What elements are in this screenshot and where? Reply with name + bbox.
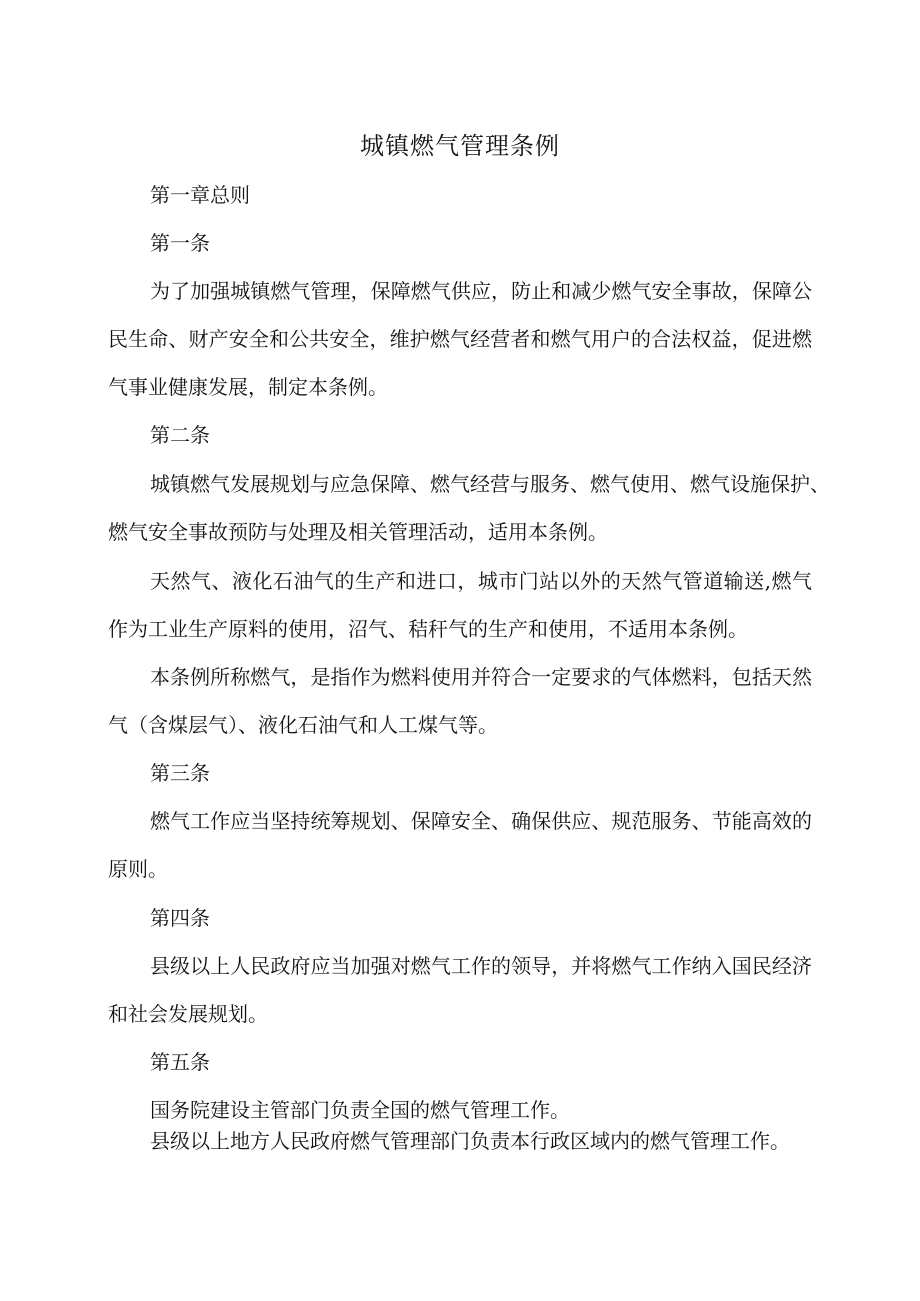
paragraph-line: 作为工业生产原料的使用，沼气、秸秆气的生产和使用，不适用本条例。 [108,617,748,641]
paragraph-line: 民生命、财产安全和公共安全，维护燃气经营者和燃气用户的合法权益，促进燃 [108,327,812,351]
article-heading-2: 第二条 [150,423,210,447]
document-title: 城镇燃气管理条例 [360,132,560,160]
paragraph-line: 县级以上人民政府应当加强对燃气工作的领导，并将燃气工作纳入国民经济 [150,954,812,978]
paragraph-line: 为了加强城镇燃气管理，保障燃气供应，防止和减少燃气安全事故，保障公 [150,279,812,303]
article-heading-3: 第三条 [150,761,210,785]
paragraph-line: 县级以上地方人民政府燃气管理部门负责本行政区域内的燃气管理工作。 [150,1129,790,1153]
paragraph-line: 天然气、液化石油气的生产和进口，城市门站以外的天然气管道输送,燃气 [150,569,812,593]
article-heading-1: 第一条 [150,231,210,255]
paragraph-line: 国务院建设主管部门负责全国的燃气管理工作。 [150,1098,570,1122]
paragraph-line: 和社会发展规划。 [108,1002,268,1026]
paragraph-line: 城镇燃气发展规划与应急保障、燃气经营与服务、燃气使用、燃气设施保护、 [150,472,830,496]
paragraph-line: 燃气工作应当坚持统筹规划、保障安全、确保供应、规范服务、节能高效的 [150,809,812,833]
paragraph-line: 燃气安全事故预防与处理及相关管理活动，适用本条例。 [108,520,608,544]
paragraph-line: 原则。 [108,857,168,881]
paragraph-line: 气（含煤层气）、液化石油气和人工煤气等。 [108,713,498,737]
paragraph-line: 本条例所称燃气，是指作为燃料使用并符合一定要求的气体燃料，包括天然 [150,665,812,689]
article-heading-5: 第五条 [150,1050,210,1074]
chapter-heading: 第一章总则 [150,183,250,207]
article-heading-4: 第四条 [150,906,210,930]
paragraph-line: 气事业健康发展，制定本条例。 [108,375,388,399]
